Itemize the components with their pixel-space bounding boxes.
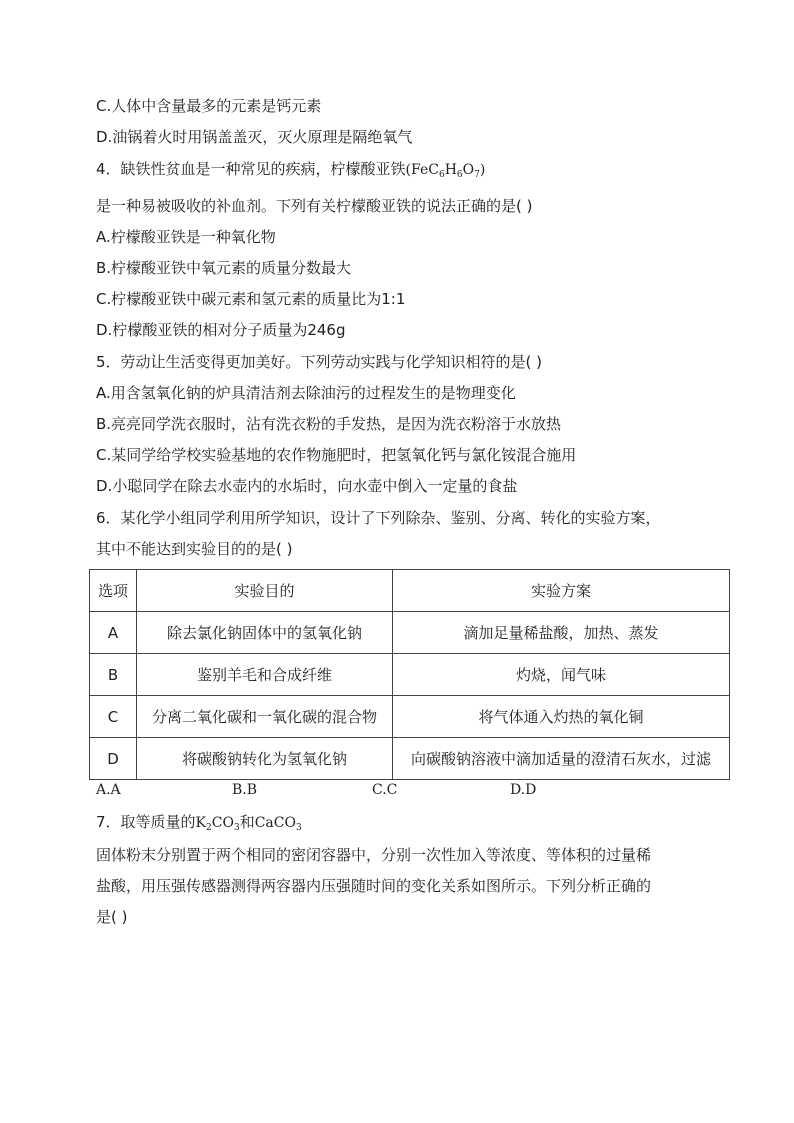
answer-option: B.B	[232, 782, 258, 798]
question-4-stem: 4．缺铁性贫血是一种常见的疾病，柠檬酸亚铁	[96, 160, 406, 178]
option-4d: D.柠檬酸亚铁的相对分子质量为246g	[96, 321, 346, 339]
option-5b: B.亮亮同学洗衣服时，沾有洗衣粉的手发热，是因为洗衣粉溶于水放热	[96, 415, 562, 433]
table-cell: 将气体通入灼热的氧化铜	[393, 696, 730, 738]
formula-calcium-carbonate: CaCO$_3$	[254, 815, 302, 833]
table-header-row	[90, 570, 730, 612]
table-header-cell: 实验目的	[137, 570, 393, 612]
line-d: D.油锅着火时用锅盖盖灭，灭火原理是隔绝氧气	[96, 128, 413, 146]
table-header-cell: 选项	[90, 570, 137, 612]
answer-options-6	[96, 782, 696, 802]
question-7-line-2: 固体粉末分别置于两个相同的密闭容器中，分别一次性加入等浓度、等体积的过量稀	[96, 846, 652, 864]
table-cell: 将碳酸钠转化为氢氧化钠	[137, 738, 393, 780]
table-row	[90, 654, 730, 696]
question-4	[96, 159, 485, 180]
table-cell: 向碳酸钠溶液中滴加适量的澄清石灰水，过滤	[393, 738, 730, 780]
option-5a: A.用含氢氧化钠的炉具清洁剂去除油污的过程发生的是物理变化	[96, 384, 516, 402]
question-7	[96, 812, 302, 833]
table-row	[90, 612, 730, 654]
option-5d: D.小聪同学在除去水壶内的水垢时，向水壶中倒入一定量的食盐	[96, 477, 518, 495]
experiment-table	[89, 569, 730, 780]
line-c: C.人体中含量最多的元素是钙元素	[96, 97, 322, 115]
answer-option: D.D	[510, 782, 537, 798]
answer-option: C.C	[372, 782, 398, 798]
question-5: 5．劳动让生活变得更加美好。下列劳动实践与化学知识相符的是( )	[96, 353, 543, 371]
question-7-line-3: 盐酸，用压强传感器测得两容器内压强随时间的变化关系如图所示。下列分析正确的	[96, 877, 652, 895]
option-5c: C.某同学给学校实验基地的农作物施肥时，把氢氧化钙与氯化铵混合施用	[96, 446, 577, 464]
question-4-continued: 是一种易被吸收的补血剂。下列有关柠檬酸亚铁的说法正确的是( )	[96, 197, 533, 215]
table-cell: 鉴别羊毛和合成纤维	[137, 654, 393, 696]
table-cell: 滴加足量稀盐酸，加热、蒸发	[393, 612, 730, 654]
table-cell: C	[90, 696, 137, 738]
table-cell: 除去氯化钠固体中的氢氧化钠	[137, 612, 393, 654]
table-row	[90, 696, 730, 738]
question-6: 6．某化学小组同学利用所学知识，设计了下列除杂、鉴别、分离、转化的实验方案，	[96, 509, 661, 527]
answer-option: A.A	[96, 782, 121, 798]
table-cell: D	[90, 738, 137, 780]
table-header-cell: 实验方案	[393, 570, 730, 612]
question-7-and: 和	[239, 813, 255, 831]
option-4c: C.柠檬酸亚铁中碳元素和氢元素的质量比为1:1	[96, 290, 406, 308]
option-4a: A.柠檬酸亚铁是一种氧化物	[96, 228, 276, 246]
formula-ferrous-citrate: $(FeC_6H_6O_7)$	[405, 162, 486, 180]
table-cell: 灼烧，闻气味	[393, 654, 730, 696]
table-row	[90, 738, 730, 780]
table-cell: 分离二氧化碳和一氧化碳的混合物	[137, 696, 393, 738]
option-4b: B.柠檬酸亚铁中氧元素的质量分数最大	[96, 259, 352, 277]
table-cell: A	[90, 612, 137, 654]
question-7-line-4: 是( )	[96, 908, 128, 926]
question-6-continued: 其中不能达到实验目的的是( )	[96, 540, 293, 558]
question-7-stem: 7．取等质量的	[96, 813, 196, 831]
formula-potassium-carbonate: $K_2CO_3$	[195, 815, 240, 833]
table-cell: B	[90, 654, 137, 696]
